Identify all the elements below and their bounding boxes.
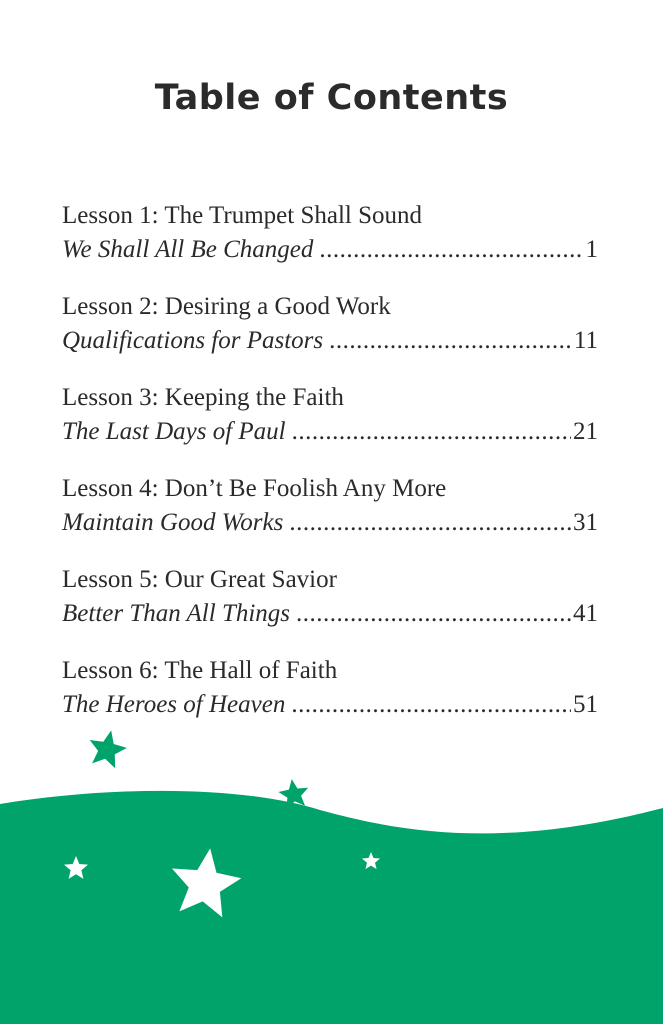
page-number: 51 — [573, 691, 598, 718]
lesson-title: Lesson 1: The Trumpet Shall Sound — [62, 202, 422, 229]
lesson-subtitle: We Shall All Be Changed — [62, 236, 314, 263]
lesson-subtitle: The Heroes of Heaven — [62, 691, 286, 718]
lesson-title: Lesson 2: Desiring a Good Work — [62, 293, 391, 320]
page-number: 41 — [573, 600, 598, 627]
lesson-title: Lesson 3: Keeping the Faith — [62, 384, 344, 411]
lesson-title: Lesson 6: The Hall of Faith — [62, 657, 338, 684]
lesson-subtitle: The Last Days of Paul — [62, 418, 286, 445]
lesson-subtitle: Maintain Good Works — [62, 509, 284, 536]
page-number: 31 — [573, 509, 598, 536]
star-icon — [85, 726, 130, 769]
lesson-title: Lesson 5: Our Great Savior — [62, 566, 337, 593]
page-title: Table of Contents — [154, 78, 509, 118]
lesson-title: Lesson 4: Don’t Be Foolish Any More — [62, 475, 447, 502]
page-number: 1 — [585, 236, 598, 263]
lesson-subtitle: Better Than All Things — [62, 600, 291, 627]
page-number: 21 — [573, 418, 598, 445]
lesson-subtitle: Qualifications for Pastors — [62, 327, 324, 354]
green-wave-footer — [0, 791, 663, 1024]
page-number: 11 — [573, 327, 598, 354]
